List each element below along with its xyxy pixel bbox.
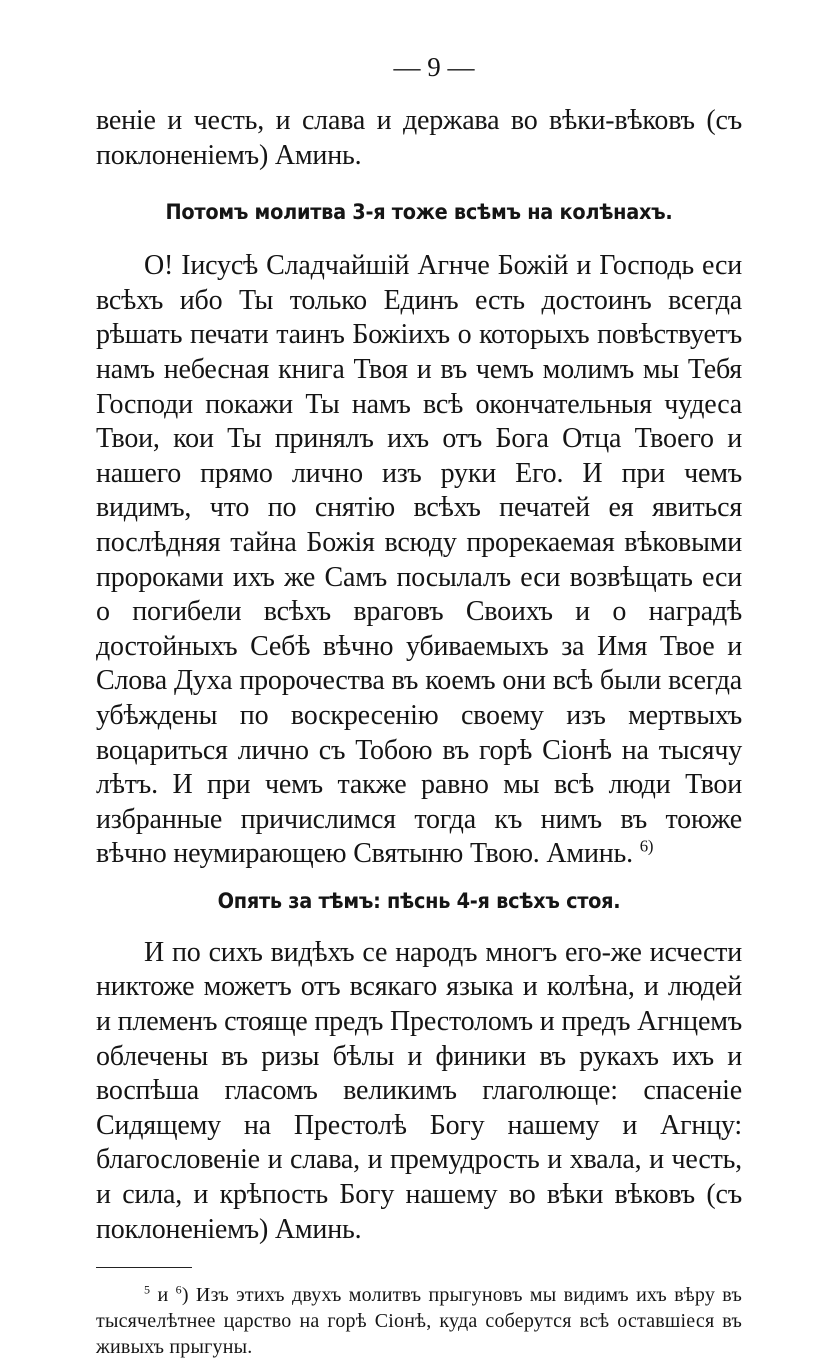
footnote-reference[interactable]: 6): [639, 836, 654, 856]
continuation-paragraph: веніе и честь, и слава и держава во вѣки-вѣковъ (съ поклоненіемъ) Аминь.: [96, 105, 742, 171]
footnote-divider: [96, 1267, 192, 1268]
prayer-3-heading: Потомъ молитва 3-я тоже всѣмъ на колѣнахъ.: [165, 200, 673, 225]
song-4-paragraph: И по сихъ видѣхъ се народъ многъ его-же исчести никтоже можетъ отъ всякаго языка и колѣна, и людей и племенъ стояще предъ Престоломъ и предъ Агнцемъ облечены въ ризы бѣлы и финики въ рукахъ ихъ и воспѣша гласомъ великимъ глаголюще: спасеніе Сидящему на Престолѣ Богу нашему и Агнцу: благословеніе и слава, и премудрость и хвала, и честь, и сила, и крѣпость Богу нашему во вѣки вѣковъ (съ поклоненіемъ) Аминь.: [96, 936, 742, 1245]
footnote-mark-5: 5: [144, 1282, 151, 1297]
book-page: [96, 50, 742, 1360]
prayer-3-text: О! Іисусѣ Сладчайшій Агнче Божій и Господь еси всѣхъ ибо Ты только Единъ есть достоинъ всегда рѣшать печати таинъ Божіихъ о которыхъ повѣствуетъ намъ небесная книга Твоя и въ чемъ молимъ мы Тебя Господи покажи Ты намъ всѣ окончательныя чудеса Твои, кои Ты принялъ ихъ отъ Бога Отца Твоего и нашего прямо лично изъ руки Его. И при чемъ видимъ, что по снятію всѣхъ печатей ея явиться послѣдняя тайна Божія всюду прорекаемая вѣковыми пророками ихъ же Самъ посылалъ еси возвѣщать еси о погибели всѣхъ враговъ Своихъ и о наградѣ достойныхъ Себѣ вѣчно убиваемыхъ за Имя Твое и Слова Духа пророчества въ коемъ они всѣ были всегда убѣждены по воскресенію своему изъ мертвыхъ воцариться лично съ Тобою въ горѣ Сіонѣ на тысячу лѣтъ. И при чемъ также равно мы всѣ люди Твои избранные причислимся тогда къ нимъ въ тоюже вѣчно неумирающею Святыню Твою. Аминь.: [96, 250, 742, 870]
footnote-text: ) Изъ этихъ двухъ молитвъ прыгуновъ мы видимъ ихъ вѣру въ тысячелѣтнее царство на горѣ Сіонѣ, куда соберутся всѣ оставшіеся въ живыхъ прыгуны.: [96, 1284, 742, 1359]
page-number: — 9 —: [393, 52, 475, 82]
prayer-3-paragraph: [96, 249, 742, 872]
song-4-heading: Опять за тѣмъ: пѣснь 4-я всѣхъ стоя.: [217, 888, 621, 913]
footnote-mark-6: 6: [175, 1282, 182, 1297]
footnote-conjunction: и: [157, 1284, 169, 1307]
footnote: [96, 1282, 742, 1360]
